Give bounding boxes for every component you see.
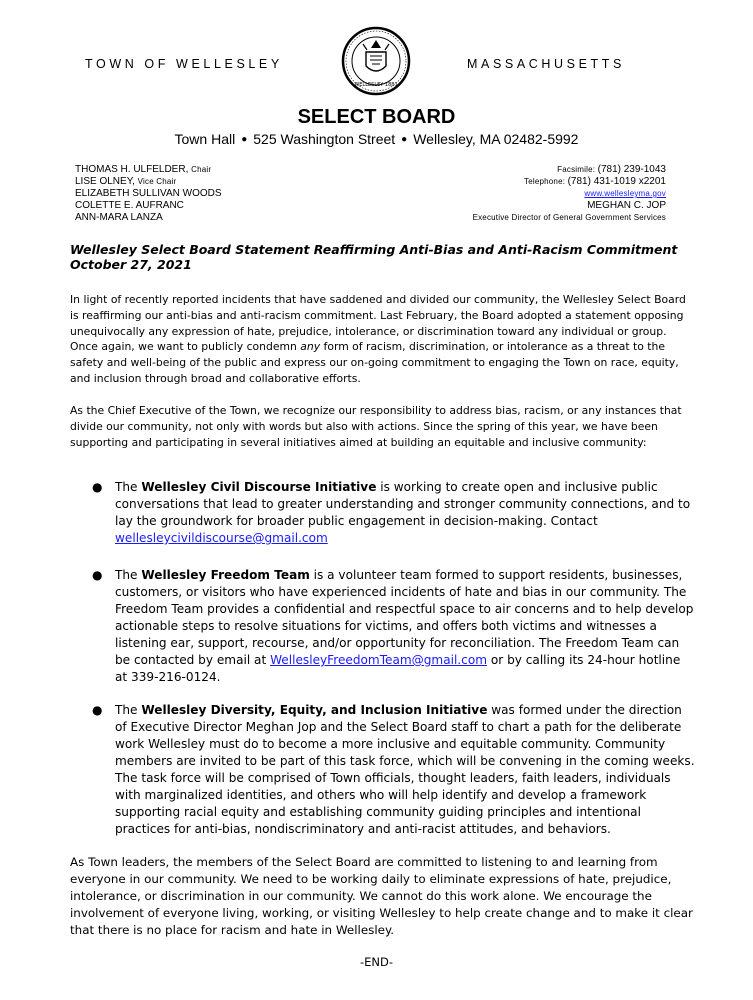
email-link[interactable]: wellesleycivildiscourse@gmail.com xyxy=(115,531,328,545)
director-title: Executive Director of General Government Services xyxy=(472,213,666,222)
member-line: THOMAS H. ULFELDER, Chair xyxy=(75,164,212,175)
end-marker: -END- xyxy=(359,955,394,969)
board-members xyxy=(75,164,222,224)
statement-heading xyxy=(70,242,690,272)
bullet-separator: ● xyxy=(241,134,248,145)
member-line: LISE OLNEY, Vice Chair xyxy=(75,176,177,187)
website-link[interactable]: www.wellesleyma.gov xyxy=(584,189,666,198)
initiative-name: Wellesley Diversity, Equity, and Inclusion Initiative xyxy=(141,703,488,717)
address-city: Wellesley, MA 02482-5992 xyxy=(413,131,579,147)
member-line: ELIZABETH SULLIVAN WOODS xyxy=(75,188,222,199)
initiative-name: Wellesley Civil Discourse Initiative xyxy=(141,480,377,494)
town-seal-logo xyxy=(341,26,411,96)
member-line: COLETTE E. AUFRANC xyxy=(75,200,184,211)
facsimile-line: Facsimile: (781) 239-1043 xyxy=(557,164,666,175)
page-title: SELECT BOARD xyxy=(297,106,456,128)
bullet-icon: ● xyxy=(92,703,103,717)
paragraph-responsibility: As the Chief Executive of the Town, we recognize our responsibility to address bias, racism, or any instances that divide our community, not only with words but also with actions. Since the spring of this year, we have been supporting and participating in several initiatives aimed at building an equitable and inclusive community: xyxy=(70,404,682,449)
seal-text: WELLESLEY 1881 xyxy=(354,82,398,88)
town-name: TOWN OF WELLESLEY xyxy=(85,57,283,71)
initiative-name: Wellesley Freedom Team xyxy=(141,568,310,582)
member-line: ANN-MARA LANZA xyxy=(75,212,163,223)
statement-date: October 27, 2021 xyxy=(70,257,192,272)
address-street: 525 Washington Street xyxy=(253,131,396,147)
email-link[interactable]: WellesleyFreedomTeam@gmail.com xyxy=(270,653,488,667)
office-address xyxy=(0,131,753,147)
statement-title: Wellesley Select Board Statement Reaffirming Anti-Bias and Anti-Racism Commitment xyxy=(70,242,678,257)
bullet-separator: ● xyxy=(401,134,408,145)
bullet-icon: ● xyxy=(92,480,103,494)
telephone-line: Telephone: (781) 431-1019 x2201 xyxy=(524,176,666,187)
director-name: MEGHAN C. JOP xyxy=(587,200,666,211)
paragraph-intro: In light of recently reported incidents that have saddened and divided our community, the Wellesley Select Board is reaffirming our anti-bias and anti-racism commitment. Last February, the Board adopted a statement opposing unequivocally any expression of hate, prejudice, intolerance, or discrimination toward any individual or group. Once again, we want to publicly condemn any form of racism, discrimination, or intolerance as a threat to the safety and well-being of the public and express our on-going commitment to engaging the Town on race, equity, and inclusion through broad and collaborative efforts. xyxy=(70,293,686,385)
address-hall: Town Hall xyxy=(174,131,236,147)
state-name: MASSACHUSETTS xyxy=(467,57,625,71)
contact-block xyxy=(473,164,666,224)
bullet-icon: ● xyxy=(92,568,103,582)
paragraph-closing: As Town leaders, the members of the Select Board are committed to listening to and learning from everyone in our community. We need to be working daily to eliminate expressions of hate, prejudice, intolerance, or discrimination in our community. We cannot do this work alone. We encourage the involvement of everyone living, working, or visiting Wellesley to help create change and to make it clear that there is no place for racism and hate in Wellesley. xyxy=(70,855,693,937)
